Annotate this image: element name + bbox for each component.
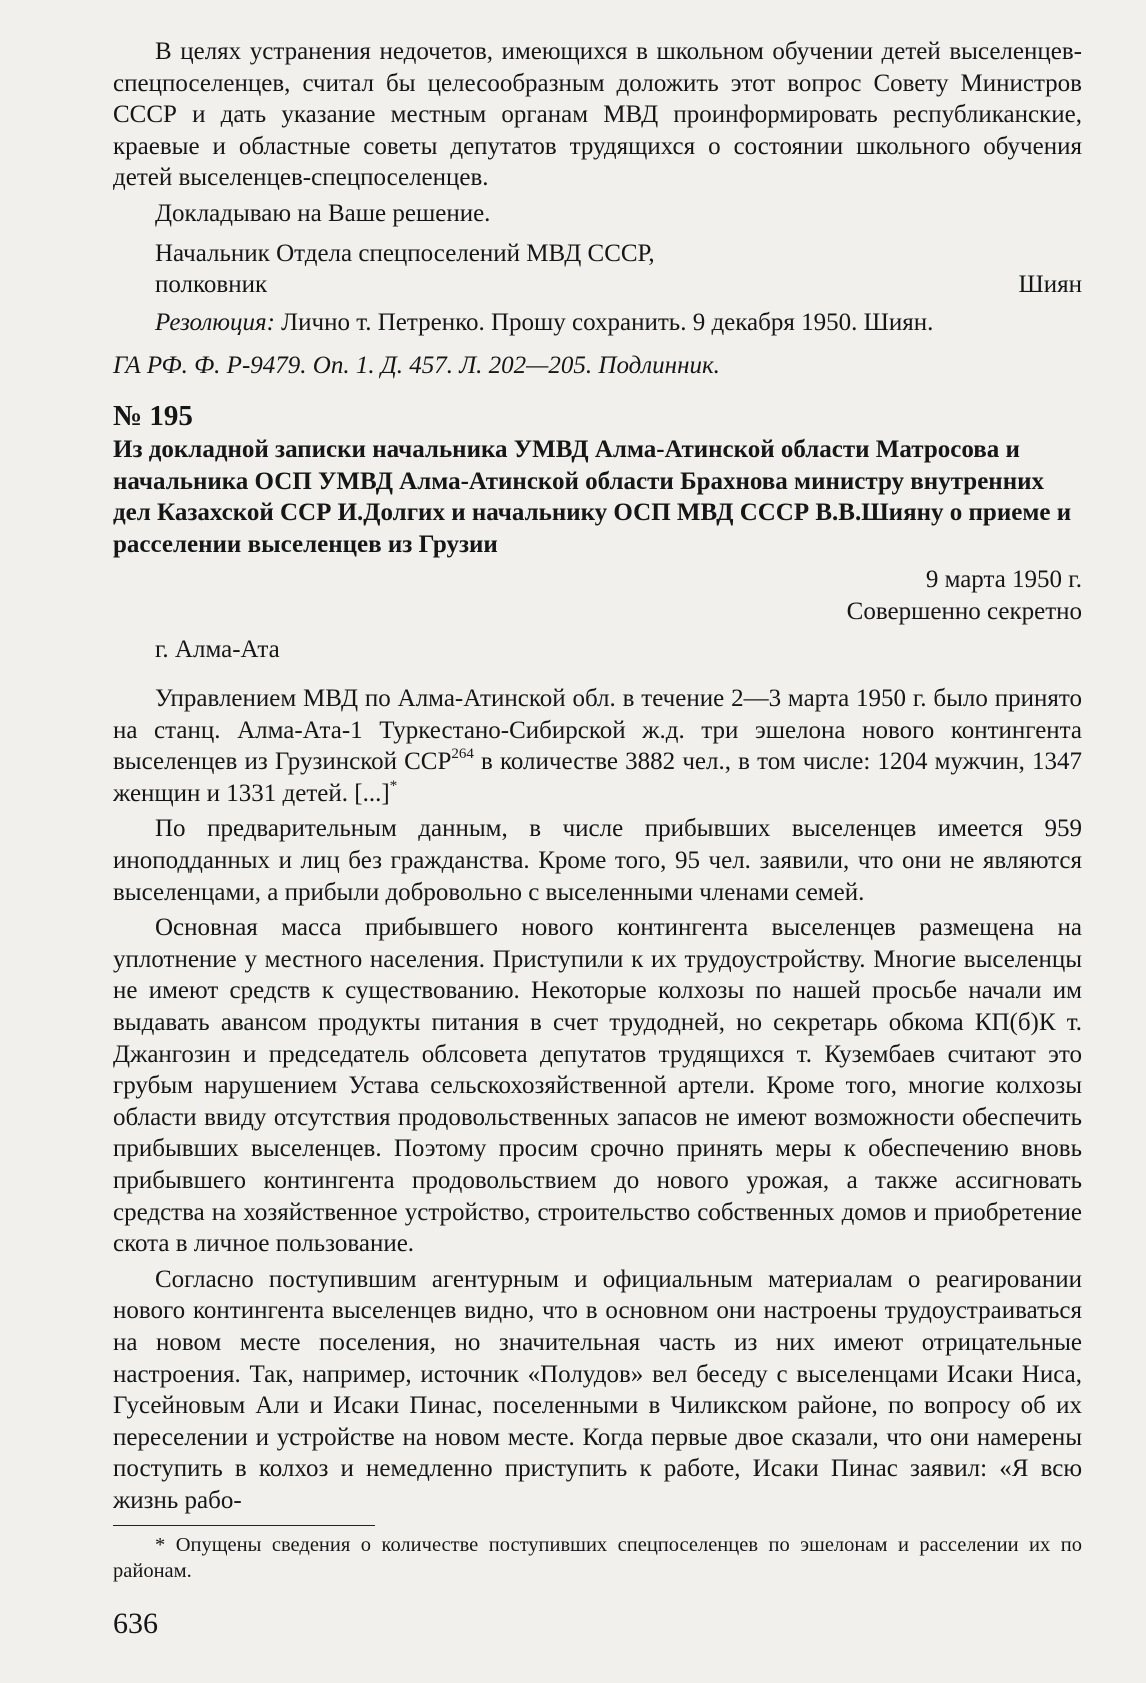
page-number: 636 (113, 1607, 158, 1640)
arrival-text-start: Управлением МВД по Алма-Атинской обл. в течение 2—3 марта 1950 г. было принято на станц. Алма-Ата-1 Туркестано-Сибирской ж.д. три эшелона нового контингента выселенцев из Грузинской ССР (113, 685, 1082, 776)
footnote-text: Опущены сведения о количестве поступивших спецпоселенцев по эшелонам и расселении их по районам. (113, 1533, 1082, 1582)
resolution-line (113, 307, 1082, 339)
paragraph-attitudes: Согласно поступившим агентурным и официальным материалам о реагировании нового контингента выселенцев видно, что в основном они настроены трудоустраиваться на новом месте поселения, но значительная часть из них имеют отрицательные настроения. Так, например, источник «Полудов» вел беседу с выселенцами Исаки Ниса, Гусейновым Али и Исаки Пинас, поселенными в Чиликском районе, по вопросу об их переселении и устройстве на новом месте. Когда первые двое сказали, что они намерены поступить в колхоз и немедленно приступить к работе, Исаки Пинас заявил: «Я всю жизнь рабо- (113, 1265, 1082, 1514)
document-date: 9 марта 1950 г. (925, 566, 1082, 594)
signature-block (113, 238, 1082, 301)
document-place: г. Алма-Ата (155, 635, 280, 663)
document-number: № 195 (113, 399, 193, 432)
paragraph-school-proposal: В целях устранения недочетов, имеющихся в школьном обучении детей выселенцев-спецпоселенцев, считал бы целесообразным доложить этот вопрос Совету Министров СССР и дать указание местным органам МВД проинформировать республиканские, краевые и областные советы депутатов трудящихся о состоянии школьного обучения детей выселенцев-спецпоселенцев. (113, 38, 1082, 192)
endnote-ref-264: 264 (451, 745, 474, 762)
document-title: Из докладной записки начальника УМВД Алма-Атинской области Матросова и начальника ОСП УМВД Алма-Атинской области Брахнова министру внутренних дел Казахской ССР И.Долгих и начальнику ОСП МВД СССР В.В.Шияну о приеме и расселении выселенцев из Грузии (113, 435, 1072, 558)
document-classification: Совершенно секретно (846, 597, 1082, 625)
signature-rank: полковник (155, 271, 268, 299)
paragraph-foreigners: По предварительным данным, в числе прибывших выселенцев имеется 959 иноподданных и лиц без гражданства. Кроме того, 95 чел. заявили, что они не являются выселенцами, а прибыли добровольно с выселенными членами семей. (113, 815, 1082, 906)
footnote (113, 1532, 1082, 1584)
signature-name: Шиян (1018, 271, 1082, 299)
footnote-ref-mark: * (389, 777, 398, 794)
spacer (113, 665, 1082, 683)
resolution-label: Резолюция: (155, 308, 275, 336)
resolution-text: Лично т. Петренко. Прошу сохранить. 9 декабря 1950. Шиян. (274, 308, 934, 336)
archive-reference: ГА РФ. Ф. Р-9479. Оп. 1. Д. 457. Л. 202—205. Подлинник. (113, 352, 720, 380)
footnote-divider (113, 1525, 375, 1526)
footnote-mark: * (155, 1533, 166, 1556)
paragraph-settlement: Основная масса прибывшего нового контингента выселенцев размещена на уплотнение у местного населения. Приступили к их трудоустройству. Многие выселенцы не имеют средств к существованию. Некоторые колхозы по нашей просьбе начали им выдавать авансом продукты питания в счет трудодней, но секретарь обкома КП(б)К т. Джангозин и председатель облсовета депутатов трудящихся т. Кузембаев считают это грубым нарушением Устава сельскохозяйственной артели. Кроме того, многие колхозы области ввиду отсутствия продовольственных запасов не имеют возможности обеспечить прибывших выселенцев. Поэтому просим срочно принять меры к обеспечению вновь прибывшего контингента продовольствием до нового урожая, а также ассигновать средства на хозяйственное устройство, строительство собственных домов и приобретение скота в личное пользование. (113, 914, 1082, 1258)
paragraph-report-line: Докладываю на Ваше решение. (155, 199, 491, 227)
signature-rank-row (113, 269, 1082, 301)
arrival-text-end: в количестве 3882 чел., в том числе: 1204 мужчин, 1347 женщин и 1331 детей. [...] (113, 748, 1082, 807)
paragraph-arrival (113, 683, 1082, 809)
signature-position-line1: Начальник Отдела спецпоселений МВД СССР, (155, 239, 655, 267)
